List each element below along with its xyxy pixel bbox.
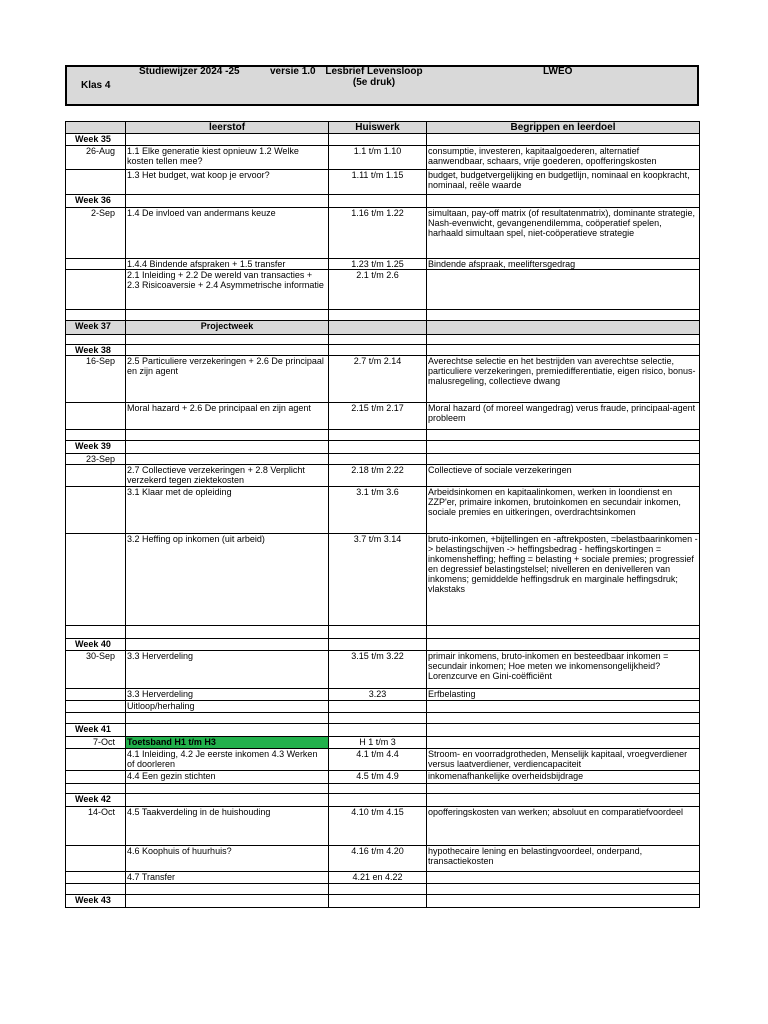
leerstof-cell: 3.3 Herverdeling	[126, 689, 329, 701]
leerstof-cell	[126, 321, 329, 335]
huiswerk-cell	[329, 195, 427, 208]
table-row	[66, 807, 700, 846]
huiswerk-cell	[329, 884, 427, 895]
table-row	[66, 884, 700, 895]
begrippen-cell	[427, 713, 700, 724]
huiswerk-cell: 3.23	[329, 689, 427, 701]
week-label: Week 42	[66, 794, 126, 807]
leerstof-cell	[126, 310, 329, 321]
week-label: Week 43	[66, 895, 126, 908]
leerstof-cell	[126, 195, 329, 208]
huiswerk-cell: 3.1 t/m 3.6	[329, 487, 427, 534]
date-cell	[66, 713, 126, 724]
huiswerk-cell	[329, 626, 427, 639]
week-row	[66, 895, 700, 908]
date-cell	[66, 487, 126, 534]
week-row	[66, 321, 700, 335]
huiswerk-cell: 1.1 t/m 1.10	[329, 146, 427, 170]
table-row	[66, 259, 700, 270]
table-row	[66, 310, 700, 321]
date-cell	[66, 430, 126, 441]
projectweek-label: Projectweek	[200, 321, 254, 331]
table-row	[66, 335, 700, 345]
huiswerk-cell	[329, 701, 427, 713]
begrippen-cell	[427, 195, 700, 208]
document-title: Studiewijzer 2024 -25	[139, 66, 240, 77]
huiswerk-cell	[329, 724, 427, 737]
huiswerk-cell: 2.1 t/m 2.6	[329, 270, 427, 310]
week-row	[66, 441, 700, 454]
table-row	[66, 713, 700, 724]
week-row	[66, 639, 700, 651]
version-label: versie 1.0	[270, 66, 316, 77]
huiswerk-cell: 1.23 t/m 1.25	[329, 259, 427, 270]
leerstof-cell	[126, 134, 329, 146]
date-cell	[66, 259, 126, 270]
huiswerk-column-header: Huiswerk	[329, 122, 427, 134]
huiswerk-cell	[329, 713, 427, 724]
leerstof-cell: Moral hazard + 2.6 De principaal en zijn agent	[126, 403, 329, 430]
leerstof-cell: 1.4.4 Bindende afspraken + 1.5 transfer	[126, 259, 329, 270]
leerstof-cell: 2.5 Particuliere verzekeringen + 2.6 De principaal en zijn agent	[126, 356, 329, 403]
leerstof-cell	[126, 784, 329, 794]
huiswerk-cell: 2.18 t/m 2.22	[329, 465, 427, 487]
table-row	[66, 749, 700, 771]
date-cell	[66, 310, 126, 321]
begrippen-cell: hypothecaire lening en belastingvoordeel, onderpand, transactiekosten	[427, 846, 700, 872]
begrippen-cell: Averechtse selectie en het bestrijden van averechtse selectie, particuliere verzekeringen, premiedifferentiatie, eigen risico, bonus-malusregeling, collectieve dwang	[427, 356, 700, 403]
leerstof-cell: 4.6 Koophuis of huurhuis?	[126, 846, 329, 872]
column-header-row	[66, 122, 700, 134]
begrippen-cell: Arbeidsinkomen en kapitaalinkomen, werken in loondienst en ZZP'er, primaire inkomen, brutoinkomen en secundair inkomen, sociale premies en uitkeringen, overdrachtsinkomen	[427, 487, 700, 534]
date-cell	[66, 771, 126, 784]
table-row	[66, 465, 700, 487]
date-cell	[66, 534, 126, 626]
huiswerk-cell	[329, 430, 427, 441]
huiswerk-cell: 4.16 t/m 4.20	[329, 846, 427, 872]
week-label: Week 40	[66, 639, 126, 651]
huiswerk-cell	[329, 441, 427, 454]
week-label: Week 37	[66, 321, 126, 335]
date-cell	[66, 403, 126, 430]
huiswerk-cell: 4.10 t/m 4.15	[329, 807, 427, 846]
huiswerk-cell	[329, 454, 427, 465]
leerstof-cell	[126, 430, 329, 441]
week-label: Week 39	[66, 441, 126, 454]
begrippen-cell	[427, 454, 700, 465]
leerstof-cell	[126, 639, 329, 651]
date-cell: 26-Aug	[66, 146, 126, 170]
table-row	[66, 430, 700, 441]
week-column-header	[66, 122, 126, 134]
leerstof-cell: Uitloop/herhaling	[126, 701, 329, 713]
begrippen-cell: Erfbelasting	[427, 689, 700, 701]
huiswerk-cell: 3.7 t/m 3.14	[329, 534, 427, 626]
table-row	[66, 784, 700, 794]
leerstof-cell: 4.5 Taakverdeling in de huishouding	[126, 807, 329, 846]
huiswerk-cell	[329, 321, 427, 335]
leerstof-cell: 4.4 Een gezin stichten	[126, 771, 329, 784]
date-cell	[66, 784, 126, 794]
date-cell	[66, 689, 126, 701]
date-cell	[66, 701, 126, 713]
table-row	[66, 701, 700, 713]
huiswerk-cell	[329, 639, 427, 651]
table-row	[66, 454, 700, 465]
week-row	[66, 724, 700, 737]
class-label: Klas 4	[81, 80, 111, 91]
date-cell	[66, 170, 126, 195]
begrippen-cell: budget, budgetvergelijking en budgetlijn, nominaal en koopkracht, nominaal, reële waarde	[427, 170, 700, 195]
begrippen-cell: Collectieve of sociale verzekeringen	[427, 465, 700, 487]
leerstof-cell: 4.1 Inleiding, 4.2 Je eerste inkomen 4.3 Werken of doorleren	[126, 749, 329, 771]
date-cell	[66, 884, 126, 895]
leerstof-cell	[126, 335, 329, 345]
begrippen-column-header: Begrippen en leerdoel	[427, 122, 700, 134]
date-cell	[66, 749, 126, 771]
begrippen-cell	[427, 724, 700, 737]
huiswerk-cell: 1.16 t/m 1.22	[329, 208, 427, 259]
begrippen-cell	[427, 639, 700, 651]
date-cell	[66, 335, 126, 345]
begrippen-cell	[427, 310, 700, 321]
table-body	[66, 122, 700, 908]
begrippen-cell	[427, 884, 700, 895]
table-row	[66, 356, 700, 403]
begrippen-cell: primair inkomens, bruto-inkomen en besteedbaar inkomen = secundair inkomen; Hoe meten we inkomensongelijkheid? Lorenzcurve en Gini-coëfficiënt	[427, 651, 700, 689]
leerstof-cell	[126, 345, 329, 356]
lesbrief-title	[318, 66, 430, 88]
begrippen-cell: Moral hazard (of moreel wangedrag) verus fraude, principaal-agent probleem	[427, 403, 700, 430]
huiswerk-cell	[329, 335, 427, 345]
lesbrief-line-1: Lesbrief Levensloop	[325, 66, 423, 77]
huiswerk-cell: 2.15 t/m 2.17	[329, 403, 427, 430]
begrippen-cell	[427, 794, 700, 807]
begrippen-cell: bruto-inkomen, +bijtellingen en -aftrekposten, =belastbaarinkomen -> belastingschijven -> heffingsbedrag - heffingskortingen = inkomensheffing; heffing = belasting + sociale premies; progressief en degressief belastingstelsel; nivelleren en denivelleren van inkomens; gemiddelde heffingsdruk en marginale heffingsdruk; vlakstaks	[427, 534, 700, 626]
huiswerk-cell	[329, 345, 427, 356]
begrippen-cell: inkomenafhankelijke overheidsbijdrage	[427, 771, 700, 784]
test-highlight-cell: Toetsband H1 t/m H3	[126, 737, 329, 749]
table-row	[66, 487, 700, 534]
huiswerk-cell	[329, 794, 427, 807]
study-guide-table	[65, 121, 700, 908]
week-row	[66, 134, 700, 146]
leerstof-cell: 1.4 De invloed van andermans keuze	[126, 208, 329, 259]
date-cell: 30-Sep	[66, 651, 126, 689]
date-cell: 2-Sep	[66, 208, 126, 259]
huiswerk-cell	[329, 310, 427, 321]
week-label: Week 35	[66, 134, 126, 146]
week-row	[66, 345, 700, 356]
table-row	[66, 626, 700, 639]
week-row	[66, 794, 700, 807]
leerstof-cell: 1.3 Het budget, wat koop je ervoor?	[126, 170, 329, 195]
huiswerk-cell: 1.11 t/m 1.15	[329, 170, 427, 195]
date-cell	[66, 626, 126, 639]
huiswerk-cell	[329, 784, 427, 794]
table-row	[66, 737, 700, 749]
begrippen-cell: simultaan, pay-off matrix (of resultatenmatrix), dominante strategie, Nash-evenwicht, gevangenendilemma, coöperatief spelen, harhaald simultaan spel, niet-coöperatieve strategie	[427, 208, 700, 259]
leerstof-cell: 4.7 Transfer	[126, 872, 329, 884]
date-cell	[66, 872, 126, 884]
begrippen-cell	[427, 701, 700, 713]
table-row	[66, 872, 700, 884]
leerstof-cell	[126, 713, 329, 724]
leerstof-cell	[126, 441, 329, 454]
leerstof-cell: 2.1 Inleiding + 2.2 De wereld van transacties + 2.3 Risicoaversie + 2.4 Asymmetrische informatie	[126, 270, 329, 310]
begrippen-cell: opofferingskosten van werken; absoluut en comparatiefvoordeel	[427, 807, 700, 846]
leerstof-cell: 1.1 Elke generatie kiest opnieuw 1.2 Welke kosten tellen mee?	[126, 146, 329, 170]
begrippen-cell	[427, 345, 700, 356]
leerstof-cell	[126, 895, 329, 908]
begrippen-cell	[427, 784, 700, 794]
leerstof-cell	[126, 626, 329, 639]
table-row	[66, 208, 700, 259]
begrippen-cell	[427, 626, 700, 639]
begrippen-cell	[427, 872, 700, 884]
week-label: Week 38	[66, 345, 126, 356]
begrippen-cell	[427, 737, 700, 749]
subject-label: LWEO	[543, 66, 573, 77]
leerstof-cell: 2.7 Collectieve verzekeringen + 2.8 Verplicht verzekerd tegen ziektekosten	[126, 465, 329, 487]
leerstof-cell: 3.2 Heffing op inkomen (uit arbeid)	[126, 534, 329, 626]
date-cell	[66, 270, 126, 310]
table-row	[66, 403, 700, 430]
begrippen-cell: Stroom- en voorradgrotheden, Menselijk kapitaal, vroegverdiener versus laatverdiener, verdiencapaciteit	[427, 749, 700, 771]
begrippen-cell	[427, 335, 700, 345]
huiswerk-cell	[329, 895, 427, 908]
begrippen-cell	[427, 134, 700, 146]
week-row	[66, 195, 700, 208]
table-row	[66, 146, 700, 170]
leerstof-column-header: leerstof	[126, 122, 329, 134]
leerstof-cell: 3.3 Herverdeling	[126, 651, 329, 689]
begrippen-cell	[427, 441, 700, 454]
huiswerk-cell: 2.7 t/m 2.14	[329, 356, 427, 403]
date-cell: 23-Sep	[66, 454, 126, 465]
date-cell: 14-Oct	[66, 807, 126, 846]
leerstof-cell	[126, 884, 329, 895]
huiswerk-cell	[329, 134, 427, 146]
leerstof-cell	[126, 454, 329, 465]
table-row	[66, 170, 700, 195]
table-row	[66, 689, 700, 701]
table-row	[66, 846, 700, 872]
huiswerk-cell: 3.15 t/m 3.22	[329, 651, 427, 689]
lesbrief-line-2: (5e druk)	[352, 77, 396, 88]
week-label: Week 41	[66, 724, 126, 737]
leerstof-cell: 3.1 Klaar met de opleiding	[126, 487, 329, 534]
leerstof-cell	[126, 724, 329, 737]
huiswerk-cell: 4.5 t/m 4.9	[329, 771, 427, 784]
date-cell	[66, 846, 126, 872]
huiswerk-cell: H 1 t/m 3	[329, 737, 427, 749]
begrippen-cell	[427, 270, 700, 310]
begrippen-cell: Bindende afspraak, meeliftersgedrag	[427, 259, 700, 270]
date-cell: 7-Oct	[66, 737, 126, 749]
week-label: Week 36	[66, 195, 126, 208]
begrippen-cell	[427, 895, 700, 908]
huiswerk-cell: 4.1 t/m 4.4	[329, 749, 427, 771]
leerstof-cell	[126, 794, 329, 807]
table-row	[66, 651, 700, 689]
table-row	[66, 534, 700, 626]
begrippen-cell	[427, 321, 700, 335]
begrippen-cell	[427, 430, 700, 441]
table-row	[66, 771, 700, 784]
date-cell	[66, 465, 126, 487]
table-row	[66, 270, 700, 310]
begrippen-cell: consumptie, investeren, kapitaalgoederen, alternatief aanwendbaar, schaars, vrije goederen, opofferingskosten	[427, 146, 700, 170]
huiswerk-cell: 4.21 en 4.22	[329, 872, 427, 884]
date-cell: 16-Sep	[66, 356, 126, 403]
